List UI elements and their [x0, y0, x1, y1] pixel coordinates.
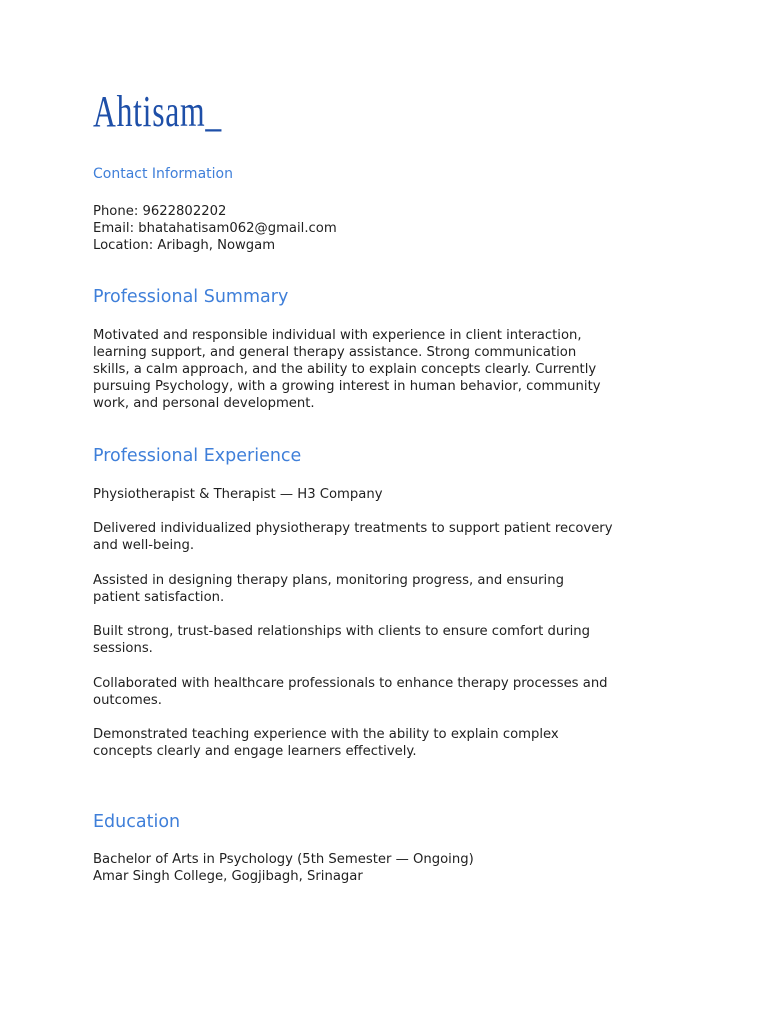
- summary-line: pursuing Psychology, with a growing interest in human behavior, community: [93, 379, 601, 394]
- summary-line: skills, a calm approach, and the ability to explain concepts clearly. Currently: [93, 362, 597, 377]
- contact-phone: Phone: 9622802202: [93, 204, 227, 219]
- education-heading: Education: [93, 812, 181, 832]
- summary-paragraph: [93, 327, 688, 412]
- experience-item-line: sessions.: [93, 641, 153, 656]
- experience-item: [93, 520, 688, 554]
- role-title: Physiotherapist & Therapist — H3 Company: [93, 487, 383, 502]
- contact-email: Email: bhatahatisam062@gmail.com: [93, 221, 337, 236]
- experience-item-line: patient satisfaction.: [93, 590, 225, 605]
- experience-item-line: Built strong, trust-based relationships with clients to ensure comfort during: [93, 624, 591, 639]
- experience-item-line: concepts clearly and engage learners effectively.: [93, 744, 417, 759]
- experience-role: [93, 486, 688, 503]
- experience-item-line: Assisted in designing therapy plans, monitoring progress, and ensuring: [93, 573, 564, 588]
- summary-line: learning support, and general therapy assistance. Strong communication: [93, 345, 577, 360]
- experience-item-line: Demonstrated teaching experience with the ability to explain complex: [93, 727, 559, 742]
- experience-item-line: Collaborated with healthcare professionals to enhance therapy processes and: [93, 676, 608, 691]
- experience-item: [93, 726, 688, 760]
- summary-line: Motivated and responsible individual with experience in client interaction,: [93, 328, 582, 343]
- education-details: [93, 851, 688, 885]
- contact-heading: Contact Information: [93, 166, 233, 182]
- contact-location: Location: Aribagh, Nowgam: [93, 238, 276, 253]
- experience-item: [93, 675, 688, 709]
- experience-item-line: Delivered individualized physiotherapy treatments to support patient recovery: [93, 521, 613, 536]
- contact-details: [93, 203, 688, 254]
- summary-line: work, and personal development.: [93, 396, 315, 411]
- experience-item: [93, 572, 688, 606]
- education-college: Amar Singh College, Gogjibagh, Srinagar: [93, 869, 363, 884]
- education-degree: Bachelor of Arts in Psychology (5th Semester — Ongoing): [93, 852, 474, 867]
- experience-item-line: outcomes.: [93, 693, 162, 708]
- experience-item: [93, 623, 688, 657]
- summary-heading: Professional Summary: [93, 287, 289, 307]
- resume-name: Ahtisam_: [93, 87, 222, 136]
- experience-item-line: and well-being.: [93, 538, 195, 553]
- experience-heading: Professional Experience: [93, 446, 302, 466]
